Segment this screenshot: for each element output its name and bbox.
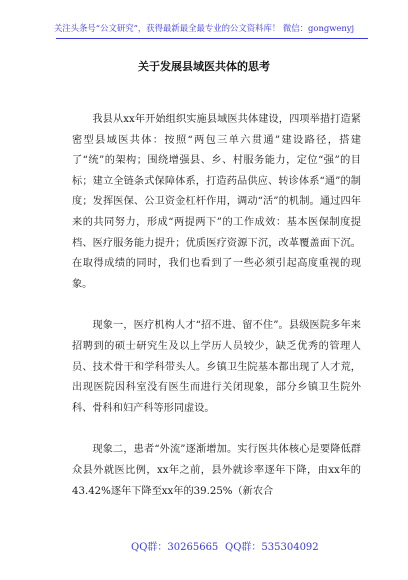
- document-title: 关于发展县域医共体的思考: [138, 60, 270, 73]
- paragraph-3: 现象二，患者“外流”逐渐增加。实行医共体核心是要降低群众县外就医比例，xx年之前，县外就诊率逐年下降，由xx年的43.42%逐年下降至xx年的39.25%（新农合: [72, 444, 361, 497]
- header-note: 关注头条号“公文研究”，获得最新最全最专业的公文资料库！ 微信：gongwenyj: [53, 23, 355, 33]
- header-divider: [56, 38, 368, 39]
- document-body: [72, 110, 361, 502]
- footer-qq-group-1: QQ群：30265665: [131, 542, 219, 553]
- paragraph-2: 现象一，医疗机构人才“招不进、留不住”。县级医院多年来招聘到的硕士研究生及以上学历人员较少，缺乏优秀的管理人员、技术骨干和学科带头人。乡镇卫生院基本都出现了人才荒，出现医院因科室没有医生而进行关闭现象，部分乡镇卫生院外科、骨科和妇产科等形同虚设。: [72, 320, 361, 414]
- footer-qq-group-2: QQ群：535304092: [225, 542, 319, 553]
- paragraph-1: 我县从xx年开始组织实施县域医共体建设，四项举措打造紧密型县域医共体：按照“两包三单六贯通”建设路径，搭建了“统”的架构；围绕增强县、乡、村服务能力，定位“强”的目标；建立全链条式保障体系，打造药品供应、转诊体系“通”的制度；发挥医保、公卫资金杠杆作用，调动“活”的机制。通过四年来的共同努力，形成“两提两下”的工作成效：基本医保制度提档、医疗服务能力提升；优质医疗资源下沉，改革覆盖面下沉。在取得成绩的同时，我们也看到了一些必须引起高度重视的现象。: [72, 114, 361, 290]
